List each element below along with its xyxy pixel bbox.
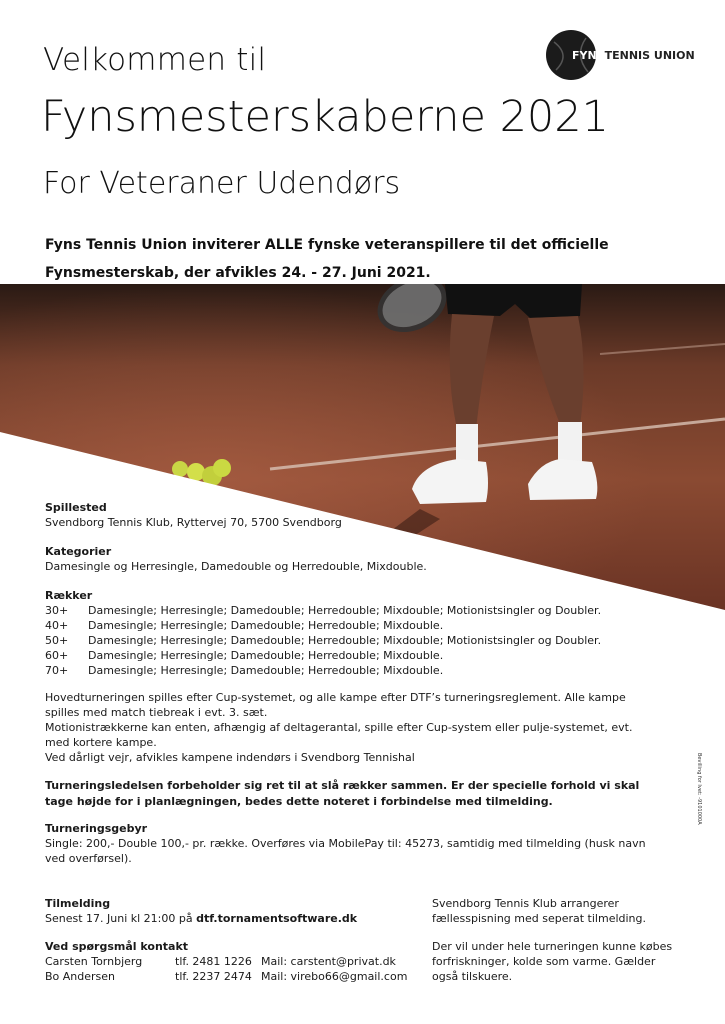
gebyr-heading: Turneringsgebyr	[45, 822, 148, 835]
rules-paragraph-3: Ved dårligt vejr, afvikles kampene indendørs i Svendborg Tennishal	[45, 751, 415, 764]
fyns-tennis-union-logo	[546, 28, 695, 84]
forfriskninger-text: Der vil under hele turneringen kunne købes forfriskninger, kolde som varme. Gælder også tilskuere.	[432, 940, 673, 983]
contact-row	[45, 954, 415, 969]
tilmelding-heading: Tilmelding	[45, 897, 111, 910]
logo-text: FYNSTENNIS UNION	[572, 49, 695, 62]
page-subtitle: For Veteraner Udendørs	[43, 166, 401, 201]
kategorier-text: Damesingle og Herresingle, Damedouble og Herredouble, Mixdouble.	[45, 560, 427, 573]
raekke-row: 40+ Damesingle; Herresingle; Damedouble; Herredouble; Mixdouble.	[45, 619, 444, 632]
contact-phone: tlf. 2237 2474	[175, 970, 252, 983]
raekker-heading: Rækker	[45, 589, 93, 602]
tilmelding-section	[45, 896, 415, 926]
spillested-text: Svendborg Tennis Klub, Ryttervej 70, 5700 Svendborg	[45, 516, 342, 529]
spillested-heading: Spillested	[45, 501, 107, 514]
notice-text: Turneringsledelsen forbeholder sig ret til at slå rækker sammen. Er der specielle forhold vi skal tage højde for i planlægningen, bedes dette noteret i forbindelse med tilmelding.	[45, 779, 640, 808]
gebyr-text: Single: 200,- Double 100,- pr. række. Overføres via MobilePay til: 45273, samtidig med tilmelding (husk navn ved overførsel).	[45, 837, 646, 865]
welcome-heading: Velkommen til	[43, 42, 267, 78]
raekker-section	[45, 588, 675, 678]
spillested-section	[45, 500, 675, 530]
tilmelding-text: Senest 17. Juni kl 21:00 på dtf.tornamentsoftware.dk	[45, 912, 358, 925]
rules-paragraph-2: Motionistrækkerne kan enten, afhængig af deltagerantal, spille efter Cup-system eller pulje-systemet, evt. med kortere kampe.	[45, 721, 633, 749]
contact-mail[interactable]: Mail: carstent@privat.dk	[261, 955, 396, 968]
raekke-row: 70+ Damesingle; Herresingle; Damedouble; Herredouble; Mixdouble.	[45, 664, 444, 677]
rules-section	[45, 690, 655, 765]
contact-phone: tlf. 2481 1226	[175, 955, 252, 968]
raekke-row: 50+ Damesingle; Herresingle; Damedouble; Herredouble; Mixdouble; Motionistsingler og Doubler.	[45, 634, 602, 647]
kontakt-section	[45, 939, 415, 984]
contact-mail[interactable]: Mail: virebo66@gmail.com	[261, 970, 408, 983]
kontakt-heading: Ved spørgsmål kontakt	[45, 940, 189, 953]
kategorier-section	[45, 544, 675, 574]
spisning-text: Svendborg Tennis Klub arrangerer fællesspisning med seperat tilmelding.	[432, 897, 647, 925]
tilmelding-link[interactable]: dtf.tornamentsoftware.dk	[196, 912, 358, 925]
gebyr-section	[45, 821, 660, 866]
raekke-row: 30+ Damesingle; Herresingle; Damedouble; Herredouble; Mixdouble; Motionistsingler og Doubler.	[45, 604, 602, 617]
contact-row	[45, 969, 415, 984]
kategorier-heading: Kategorier	[45, 545, 112, 558]
intro-text: Fyns Tennis Union inviterer ALLE fynske veteranspillere til det officielle Fynsmesterskab, der afvikles 24. - 27. Juni 2021.	[45, 237, 609, 281]
raekke-row: 60+ Damesingle; Herresingle; Damedouble; Herredouble; Mixdouble.	[45, 649, 444, 662]
page-title: Fynsmesterskaberne 2021	[41, 92, 610, 142]
side-note: Bevilling for Ivet: -9101000A	[696, 753, 702, 825]
contact-name: Bo Andersen	[45, 970, 116, 983]
contact-name: Carsten Tornbjerg	[45, 955, 143, 968]
rules-paragraph-1: Hovedturneringen spilles efter Cup-systemet, og alle kampe efter DTF’s turneringsreglement. Alle kampe spilles med match tiebreak i evt. 3. sæt.	[45, 691, 626, 719]
